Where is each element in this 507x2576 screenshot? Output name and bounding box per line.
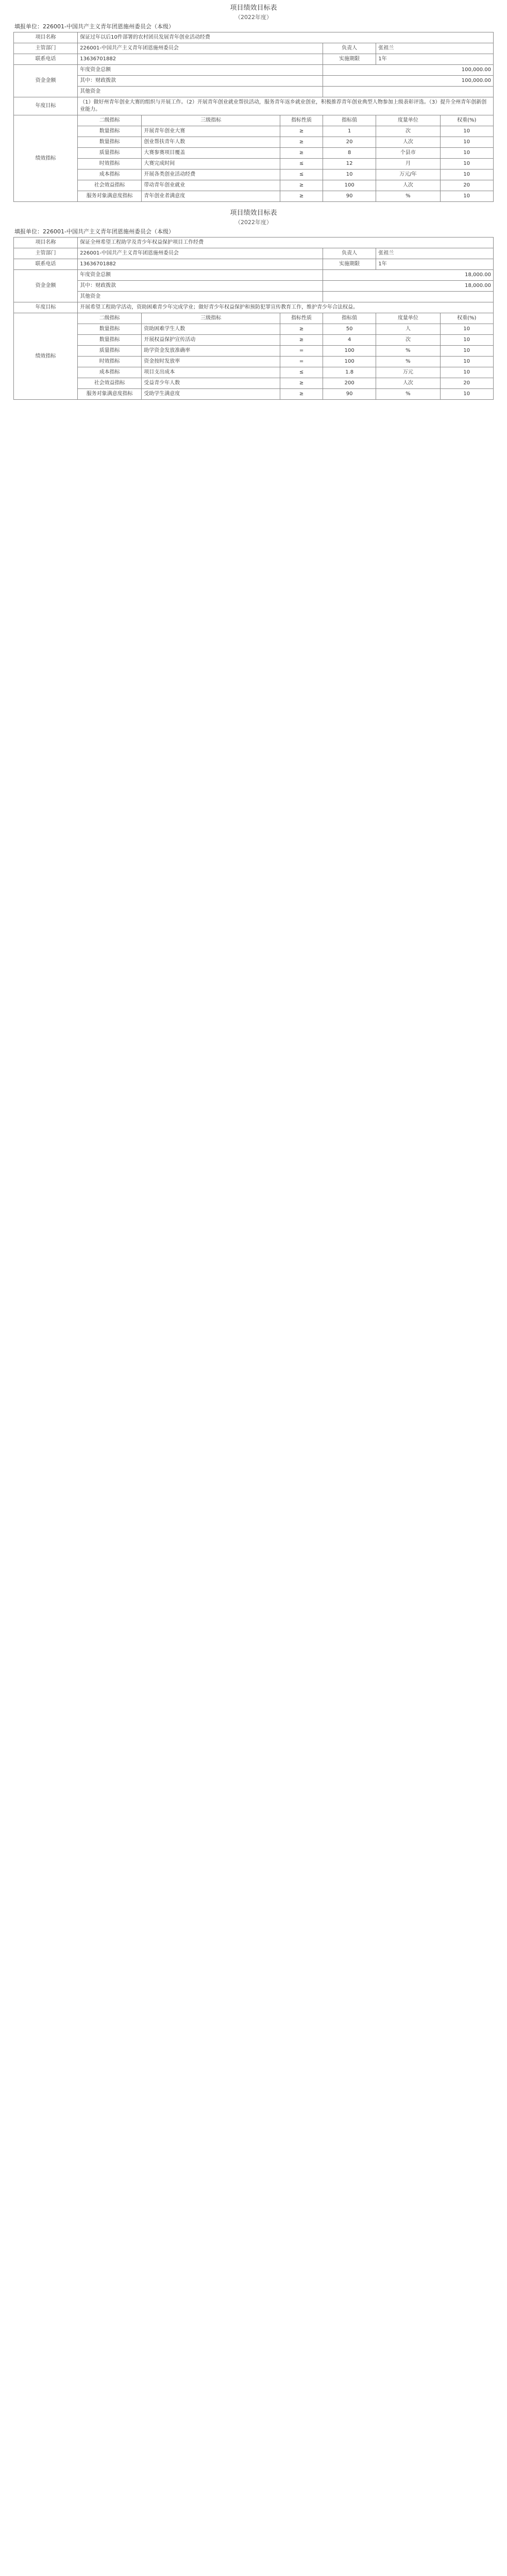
perf-cell: 次 <box>376 126 440 137</box>
project-block <box>13 208 494 400</box>
unit-name: 226001-中国共产主义青年团恩施州委员会（本级） <box>43 23 174 30</box>
table-row <box>14 238 494 248</box>
perf-header: 三级指标 <box>142 313 280 324</box>
table-row <box>14 54 494 65</box>
label-fund-fin: 其中：财政拨款 <box>78 281 323 292</box>
perf-cell: 数量指标 <box>78 137 142 148</box>
perf-cell: 人次 <box>376 378 440 389</box>
doc-year: （2022年度） <box>235 219 272 226</box>
perf-cell: 质量指标 <box>78 148 142 159</box>
perf-cell: 成本指标 <box>78 367 142 378</box>
fund-total: 18,000.00 <box>323 270 493 281</box>
perf-cell: 200 <box>323 378 376 389</box>
fund-other <box>323 292 493 302</box>
perf-header: 指标值 <box>323 115 376 126</box>
perf-cell: 1.8 <box>323 367 376 378</box>
dept: 226001-中国共产主义青年团恩施州委员会 <box>78 43 323 54</box>
document <box>0 0 507 400</box>
table-row <box>14 270 494 281</box>
table-row <box>14 137 494 148</box>
fund-total: 100,000.00 <box>323 65 493 76</box>
perf-cell: 20 <box>323 137 376 148</box>
table-row <box>14 159 494 170</box>
perf-cell: 50 <box>323 324 376 335</box>
perf-cell: ≥ <box>280 389 323 400</box>
perf-cell: 创业帮扶青年人数 <box>142 137 280 148</box>
table-row <box>14 302 494 313</box>
perf-cell: ≤ <box>280 159 323 170</box>
perf-cell: ≥ <box>280 137 323 148</box>
perf-cell: % <box>376 191 440 202</box>
perf-header: 度量单位 <box>376 313 440 324</box>
perf-cell: 4 <box>323 335 376 346</box>
doc-year: （2022年度） <box>235 14 272 21</box>
fund-fin: 18,000.00 <box>323 281 493 292</box>
perf-cell: ≥ <box>280 335 323 346</box>
perf-cell: 带动青年创业就业 <box>142 180 280 191</box>
perf-cell: 服务对象满意度指标 <box>78 389 142 400</box>
perf-header: 指标性质 <box>280 115 323 126</box>
unit-name: 226001-中国共产主义青年团恩施州委员会（本级） <box>43 228 174 235</box>
perf-cell: 10 <box>440 170 494 180</box>
table-row <box>14 32 494 43</box>
perf-cell: 大赛参赛项目覆盖 <box>142 148 280 159</box>
perf-cell: 10 <box>323 170 376 180</box>
table-row <box>14 259 494 270</box>
perf-cell: ≤ <box>280 170 323 180</box>
perf-cell: 10 <box>440 137 494 148</box>
table-row <box>14 389 494 400</box>
perf-header: 三级指标 <box>142 115 280 126</box>
perf-cell: 资助困难学生人数 <box>142 324 280 335</box>
table-row <box>14 324 494 335</box>
perf-header: 二级指标 <box>78 115 142 126</box>
table-row <box>14 248 494 259</box>
perf-cell: 助学资金发放准确率 <box>142 346 280 357</box>
fund-other <box>323 87 493 97</box>
perf-cell: 项目支出成本 <box>142 367 280 378</box>
label-goal: 年度目标 <box>14 97 78 115</box>
period: 1年 <box>376 259 494 270</box>
perf-cell: 100 <box>323 346 376 357</box>
perf-cell: 8 <box>323 148 376 159</box>
perf-cell: 服务对象满意度指标 <box>78 191 142 202</box>
perf-header: 度量单位 <box>376 115 440 126</box>
label-fund: 资金金额 <box>14 65 78 97</box>
unit-line <box>13 22 494 32</box>
label-tel: 联系电话 <box>14 259 78 270</box>
table-row <box>14 335 494 346</box>
perf-cell: = <box>280 346 323 357</box>
label-project-name: 项目名称 <box>14 32 78 43</box>
table-row <box>14 180 494 191</box>
label-fund-total: 年度资金总额 <box>78 270 323 281</box>
table-row <box>14 148 494 159</box>
table-row <box>14 76 494 87</box>
label-project-name: 项目名称 <box>14 238 78 248</box>
perf-cell: ≥ <box>280 324 323 335</box>
unit-prefix: 填报单位： <box>14 23 43 30</box>
label-dept: 主管部门 <box>14 43 78 54</box>
table-row <box>14 65 494 76</box>
table-row <box>14 115 494 126</box>
label-perf: 绩效指标 <box>14 313 78 400</box>
table-row <box>14 170 494 180</box>
perf-cell: 10 <box>440 148 494 159</box>
label-fund-other: 其他资金 <box>78 292 323 302</box>
perf-cell: 时效指标 <box>78 159 142 170</box>
perf-cell: 人次 <box>376 180 440 191</box>
perf-cell: ≥ <box>280 148 323 159</box>
label-fund-fin: 其中：财政拨款 <box>78 76 323 87</box>
goal-text: 开展希望工程助学活动，资助困难青少年完成学业；做好青少年权益保护和预防犯罪宣传教育工作，维护青少年合法权益。 <box>78 302 494 313</box>
doc-title: 项目绩效目标表 <box>230 4 277 12</box>
perf-cell: 青年创业者满意度 <box>142 191 280 202</box>
perf-cell: 10 <box>440 367 494 378</box>
table-row <box>14 292 494 302</box>
perf-cell: 社会效益指标 <box>78 180 142 191</box>
dept: 226001-中国共产主义青年团恩施州委员会 <box>78 248 323 259</box>
perf-header: 权重(%) <box>440 115 494 126</box>
perf-cell: 100 <box>323 357 376 367</box>
perf-cell: 万元 <box>376 367 440 378</box>
perf-cell: 10 <box>440 191 494 202</box>
goal-text: （1）做好州青年创业大赛的组织与开展工作。（2）开展青年创业就业帮扶活动，服务青年返乡就业创业，积极推荐青年创业典型人物参加上级表彰评选。（3）提升全州青年创新创业能力。 <box>78 97 494 115</box>
label-fund-other: 其他资金 <box>78 87 323 97</box>
perf-cell: 次 <box>376 335 440 346</box>
perf-header: 指标性质 <box>280 313 323 324</box>
table-row <box>14 346 494 357</box>
perf-cell: 受助学生满意度 <box>142 389 280 400</box>
perf-cell: 受益青少年人数 <box>142 378 280 389</box>
tel: 13636701882 <box>78 259 323 270</box>
label-manager: 负责人 <box>323 248 376 259</box>
manager: 张祖兰 <box>376 248 494 259</box>
perf-cell: % <box>376 389 440 400</box>
table-row <box>14 281 494 292</box>
perf-cell: = <box>280 357 323 367</box>
perf-cell: 100 <box>323 180 376 191</box>
perf-cell: 90 <box>323 191 376 202</box>
perf-header: 权重(%) <box>440 313 494 324</box>
perf-cell: 人次 <box>376 137 440 148</box>
perf-cell: ≥ <box>280 378 323 389</box>
perf-cell: 数量指标 <box>78 324 142 335</box>
perf-cell: 10 <box>440 357 494 367</box>
perf-cell: 10 <box>440 389 494 400</box>
perf-cell: 时效指标 <box>78 357 142 367</box>
perf-header: 指标值 <box>323 313 376 324</box>
label-period: 实施期限 <box>323 54 376 65</box>
project-list <box>0 3 507 400</box>
perf-cell: 数量指标 <box>78 126 142 137</box>
perf-cell: 社会效益指标 <box>78 378 142 389</box>
perf-cell: 20 <box>440 378 494 389</box>
perf-cell: 10 <box>440 346 494 357</box>
label-fund: 资金金额 <box>14 270 78 302</box>
table-row <box>14 313 494 324</box>
perf-cell: 1 <box>323 126 376 137</box>
table-row <box>14 378 494 389</box>
perf-cell: 90 <box>323 389 376 400</box>
label-fund-total: 年度资金总额 <box>78 65 323 76</box>
perf-cell: 大赛完成时间 <box>142 159 280 170</box>
unit-line <box>13 227 494 237</box>
perf-cell: 10 <box>440 335 494 346</box>
unit-prefix: 填报单位： <box>14 228 43 235</box>
perf-table <box>13 32 494 202</box>
perf-cell: 10 <box>440 126 494 137</box>
table-row <box>14 191 494 202</box>
perf-cell: 个县市 <box>376 148 440 159</box>
perf-header: 二级指标 <box>78 313 142 324</box>
perf-cell: 开展权益保护宣传活动 <box>142 335 280 346</box>
perf-cell: % <box>376 346 440 357</box>
perf-cell: ≥ <box>280 126 323 137</box>
label-goal: 年度目标 <box>14 302 78 313</box>
perf-cell: ≥ <box>280 191 323 202</box>
perf-cell: 质量指标 <box>78 346 142 357</box>
table-row <box>14 87 494 97</box>
table-row <box>14 126 494 137</box>
perf-cell: 开展青年创业大赛 <box>142 126 280 137</box>
table-row <box>14 357 494 367</box>
perf-cell: ≤ <box>280 367 323 378</box>
tel: 13636701882 <box>78 54 323 65</box>
perf-cell: ≥ <box>280 180 323 191</box>
label-perf: 绩效指标 <box>14 115 78 202</box>
label-tel: 联系电话 <box>14 54 78 65</box>
perf-cell: 万元/年 <box>376 170 440 180</box>
label-dept: 主管部门 <box>14 248 78 259</box>
project-block <box>13 3 494 202</box>
doc-title: 项目绩效目标表 <box>230 209 277 217</box>
perf-cell: 人 <box>376 324 440 335</box>
perf-cell: 月 <box>376 159 440 170</box>
perf-table <box>13 237 494 400</box>
label-period: 实施期限 <box>323 259 376 270</box>
fund-fin: 100,000.00 <box>323 76 493 87</box>
perf-cell: 12 <box>323 159 376 170</box>
project-name: 保证过年以后10件部署的农村团员发展青年创业活动经费 <box>78 32 494 43</box>
perf-cell: 10 <box>440 324 494 335</box>
perf-cell: 资金按时发放率 <box>142 357 280 367</box>
perf-cell: 10 <box>440 159 494 170</box>
label-manager: 负责人 <box>323 43 376 54</box>
table-row <box>14 97 494 115</box>
perf-cell: 20 <box>440 180 494 191</box>
perf-cell: 开展各类创业活动经费 <box>142 170 280 180</box>
table-row <box>14 43 494 54</box>
perf-cell: % <box>376 357 440 367</box>
table-row <box>14 367 494 378</box>
manager: 张祖兰 <box>376 43 494 54</box>
perf-cell: 数量指标 <box>78 335 142 346</box>
period: 1年 <box>376 54 494 65</box>
project-name: 保证全州希望工程助学及青少年权益保护项目工作经费 <box>78 238 494 248</box>
perf-cell: 成本指标 <box>78 170 142 180</box>
